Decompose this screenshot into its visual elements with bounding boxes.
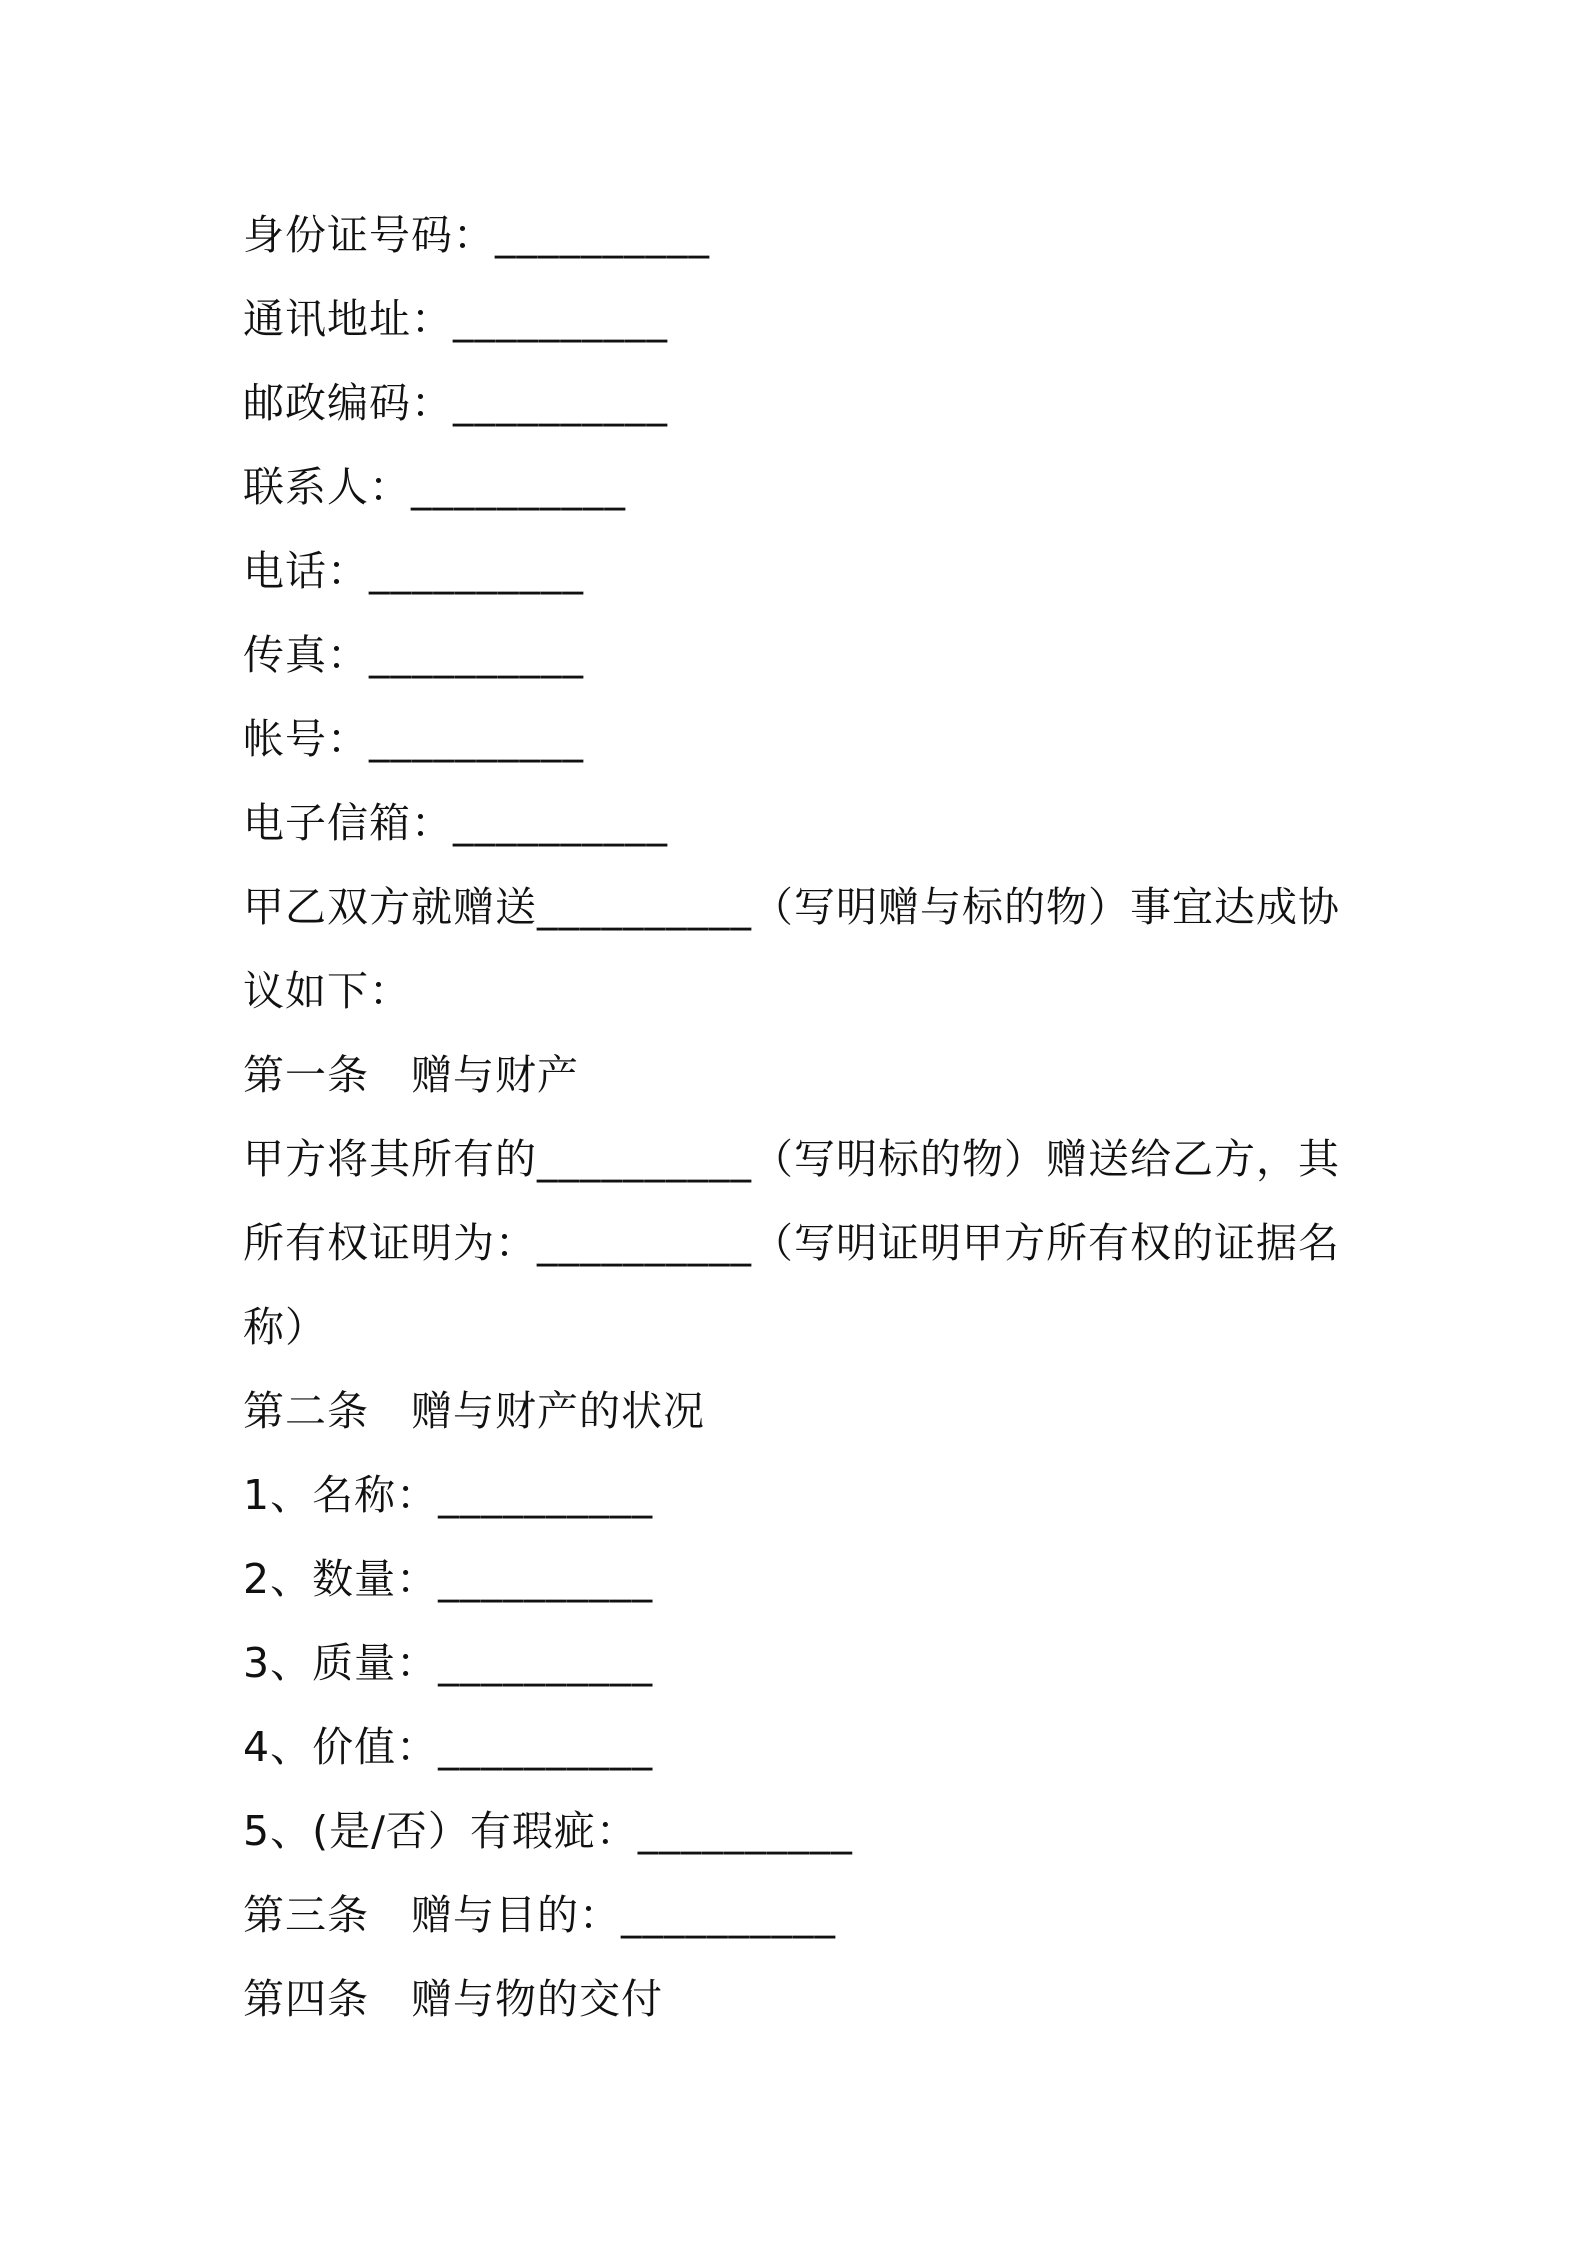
article-4-heading bbox=[243, 1957, 1363, 2041]
account-line: 帐号：__________ bbox=[243, 715, 584, 763]
email-line: 电子信箱：__________ bbox=[243, 799, 668, 847]
article-3-title: 赠与目的：__________ bbox=[411, 1891, 836, 1939]
contact-line: 联系人：__________ bbox=[243, 463, 626, 511]
item-quantity-line: 2、数量：__________ bbox=[243, 1555, 654, 1603]
article-4-number: 第四条 bbox=[243, 1975, 369, 2023]
article-2-number: 第二条 bbox=[243, 1387, 369, 1435]
article-2-heading bbox=[243, 1369, 1363, 1453]
article-3-heading bbox=[243, 1873, 1363, 1957]
fax-line: 传真：__________ bbox=[243, 631, 584, 679]
article-4-title: 赠与物的交付 bbox=[411, 1975, 663, 2023]
article-1-heading bbox=[243, 1033, 1363, 1117]
phone-line: 电话：__________ bbox=[243, 547, 584, 595]
article-3-number: 第三条 bbox=[243, 1891, 369, 1939]
item-defect-line: 5、(是/否）有瑕疵：__________ bbox=[243, 1807, 853, 1855]
article-1-title: 赠与财产 bbox=[411, 1051, 579, 1099]
article-1-number: 第一条 bbox=[243, 1051, 369, 1099]
document-body bbox=[243, 193, 1363, 2041]
article-2-title: 赠与财产的状况 bbox=[411, 1387, 705, 1435]
address-line: 通讯地址：__________ bbox=[243, 295, 668, 343]
item-value-line: 4、价值：__________ bbox=[243, 1723, 654, 1771]
item-quality-line: 3、质量：__________ bbox=[243, 1639, 654, 1687]
id-number-line: 身份证号码：__________ bbox=[243, 211, 710, 259]
intro-paragraph: 甲乙双方就赠送__________（写明赠与标的物）事宜达成协议如下： bbox=[243, 883, 1340, 1015]
article-1-body: 甲方将其所有的__________（写明标的物）赠送给乙方，其所有权证明为：__________（写明证明甲方所有权的证据名称） bbox=[243, 1135, 1340, 1351]
postcode-line: 邮政编码：__________ bbox=[243, 379, 668, 427]
item-name-line: 1、名称：__________ bbox=[243, 1471, 654, 1519]
